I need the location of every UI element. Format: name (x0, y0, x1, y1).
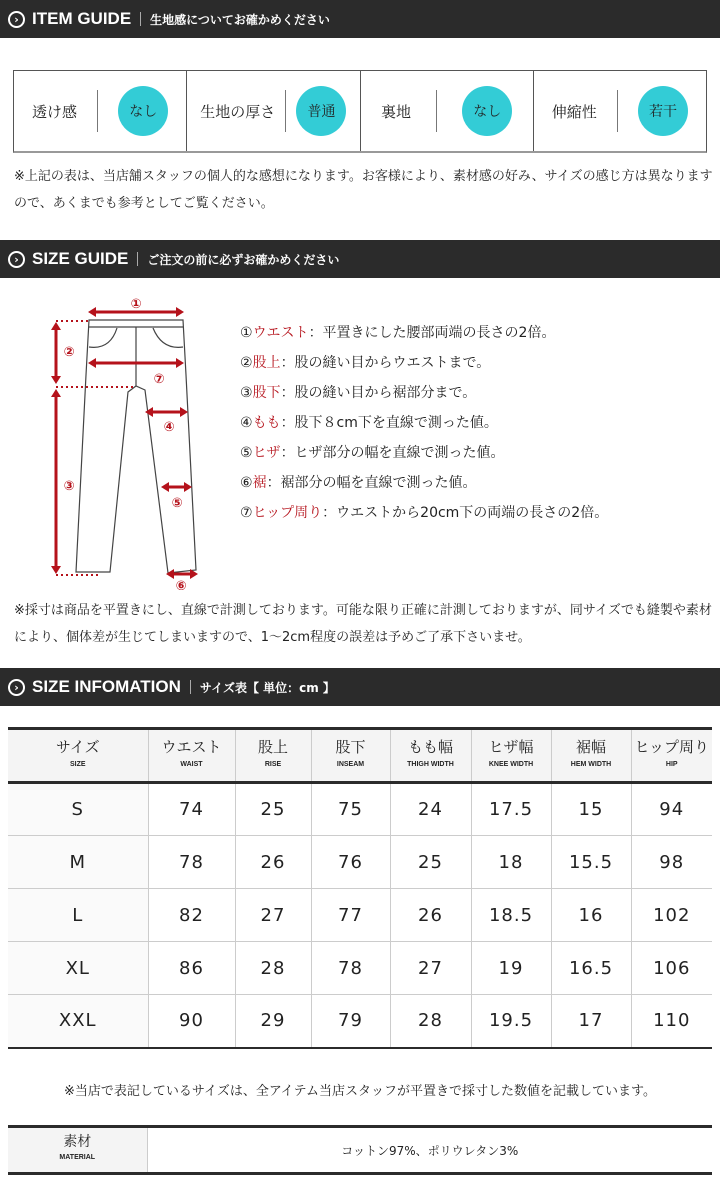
table-cell: 94 (631, 783, 712, 836)
table-cell: 18 (471, 836, 551, 889)
table-cell: 25 (390, 836, 471, 889)
table-cell: 102 (631, 889, 712, 942)
material-table (8, 1125, 712, 1175)
table-cell: 82 (148, 889, 235, 942)
table-cell: 19.5 (471, 995, 551, 1048)
table-cell: 28 (390, 995, 471, 1048)
column-header: 裾幅 HEM WIDTH (551, 729, 631, 783)
table-cell: 79 (311, 995, 390, 1048)
table-cell: M (8, 836, 148, 889)
size-info-header: › SIZE INFOMATION サイズ表【 単位：cm 】 (0, 668, 720, 706)
column-header: 股下 INSEAM (311, 729, 390, 783)
table-cell: XL (8, 942, 148, 995)
table-cell: 74 (148, 783, 235, 836)
mark-6: ⑥ (175, 579, 187, 590)
table-cell: 19 (471, 942, 551, 995)
table-cell: 27 (235, 889, 311, 942)
guide-cell: 裏地 なし (361, 71, 534, 151)
table-cell: 86 (148, 942, 235, 995)
size-info-note: ※当店で表記しているサイズは、全アイテム当店スタッフが平置きで採寸した数値を記載しています。 (64, 1084, 656, 1099)
size-table (8, 727, 712, 1049)
table-cell: 78 (148, 836, 235, 889)
table-row (8, 783, 712, 836)
measurement-legend (240, 318, 608, 528)
table-cell: 75 (311, 783, 390, 836)
legend-item: ①ウエスト：平置きにした腰部両端の長さの2倍。 (240, 325, 556, 341)
table-cell: 90 (148, 995, 235, 1048)
column-header: 股上 RISE (235, 729, 311, 783)
value-badge: 普通 (296, 86, 346, 136)
fabric-guide-table (13, 70, 707, 153)
table-row (8, 889, 712, 942)
size-guide-note: ※採寸は商品を平置きにし、直線で計測しております。可能な限り正確に計測しておりますが、同サイズでも縫製や素材により、個体差が生じてしまいますので、1〜2cm程度の誤差は予めご了承下さいませ。 (14, 603, 712, 645)
table-cell: 106 (631, 942, 712, 995)
table-cell: XXL (8, 995, 148, 1048)
mark-1: ① (130, 297, 142, 312)
legend-item: ②股上：股の縫い目からウエストまで。 (240, 355, 491, 371)
table-cell: 16.5 (551, 942, 631, 995)
table-cell: 76 (311, 836, 390, 889)
guide-cell: 伸縮性 若干 (534, 71, 706, 151)
table-cell: 110 (631, 995, 712, 1048)
table-cell: 17 (551, 995, 631, 1048)
material-label: 素材 MATERIAL (8, 1127, 147, 1174)
table-cell: 15 (551, 783, 631, 836)
table-cell: 78 (311, 942, 390, 995)
table-cell: S (8, 783, 148, 836)
table-cell: 26 (235, 836, 311, 889)
chevron-right-circle-icon: › (8, 11, 25, 28)
column-header: ヒップ周り HIP (631, 729, 712, 783)
table-cell: 26 (390, 889, 471, 942)
legend-item: ③股下：股の縫い目から裾部分まで。 (240, 385, 477, 401)
table-cell: 18.5 (471, 889, 551, 942)
pants-diagram (0, 280, 240, 590)
mark-7: ⑦ (153, 372, 165, 387)
size-guide-header: › SIZE GUIDE ご注文の前に必ずお確かめください (0, 240, 720, 278)
mark-4: ④ (163, 420, 175, 435)
value-badge: 若干 (638, 86, 688, 136)
material-value: コットン97%、ポリウレタン3% (341, 1143, 519, 1158)
table-cell: 25 (235, 783, 311, 836)
table-cell: 24 (390, 783, 471, 836)
value-badge: なし (118, 86, 168, 136)
value-badge: なし (462, 86, 512, 136)
table-cell: 28 (235, 942, 311, 995)
chevron-right-circle-icon: › (8, 679, 25, 696)
guide-cell: 透け感 なし (14, 71, 187, 151)
table-cell: 29 (235, 995, 311, 1048)
mark-2: ② (63, 345, 75, 360)
column-header: ヒザ幅 KNEE WIDTH (471, 729, 551, 783)
table-cell: 98 (631, 836, 712, 889)
column-header: ウエスト WAIST (148, 729, 235, 783)
column-header: もも幅 THIGH WIDTH (390, 729, 471, 783)
legend-item: ⑤ヒザ：ヒザ部分の幅を直線で測った値。 (240, 445, 505, 461)
mark-5: ⑤ (171, 496, 183, 511)
legend-item: ⑥裾：裾部分の幅を直線で測った値。 (240, 475, 477, 491)
item-guide-header: › ITEM GUIDE 生地感についてお確かめください (0, 0, 720, 38)
table-cell: 16 (551, 889, 631, 942)
legend-item: ④もも：股下８cm下を直線で測った値。 (240, 415, 498, 431)
table-cell: 77 (311, 889, 390, 942)
table-cell: 17.5 (471, 783, 551, 836)
guide-cell: 生地の厚さ 普通 (187, 71, 360, 151)
table-row (8, 995, 712, 1048)
chevron-right-circle-icon: › (8, 251, 25, 268)
table-row (8, 942, 712, 995)
table-cell: 15.5 (551, 836, 631, 889)
table-cell: L (8, 889, 148, 942)
mark-3: ③ (63, 479, 75, 494)
legend-item: ⑦ヒップ周り：ウエストから20cm下の両端の長さの2倍。 (240, 505, 609, 521)
table-row (8, 836, 712, 889)
column-header: サイズ SIZE (8, 729, 148, 783)
item-guide-note: ※上記の表は、当店舗スタッフの個人的な感想になります。お客様により、素材感の好み、サイズの感じ方は異なりますので、あくまでも参考としてご覧ください。 (14, 169, 713, 211)
table-cell: 27 (390, 942, 471, 995)
